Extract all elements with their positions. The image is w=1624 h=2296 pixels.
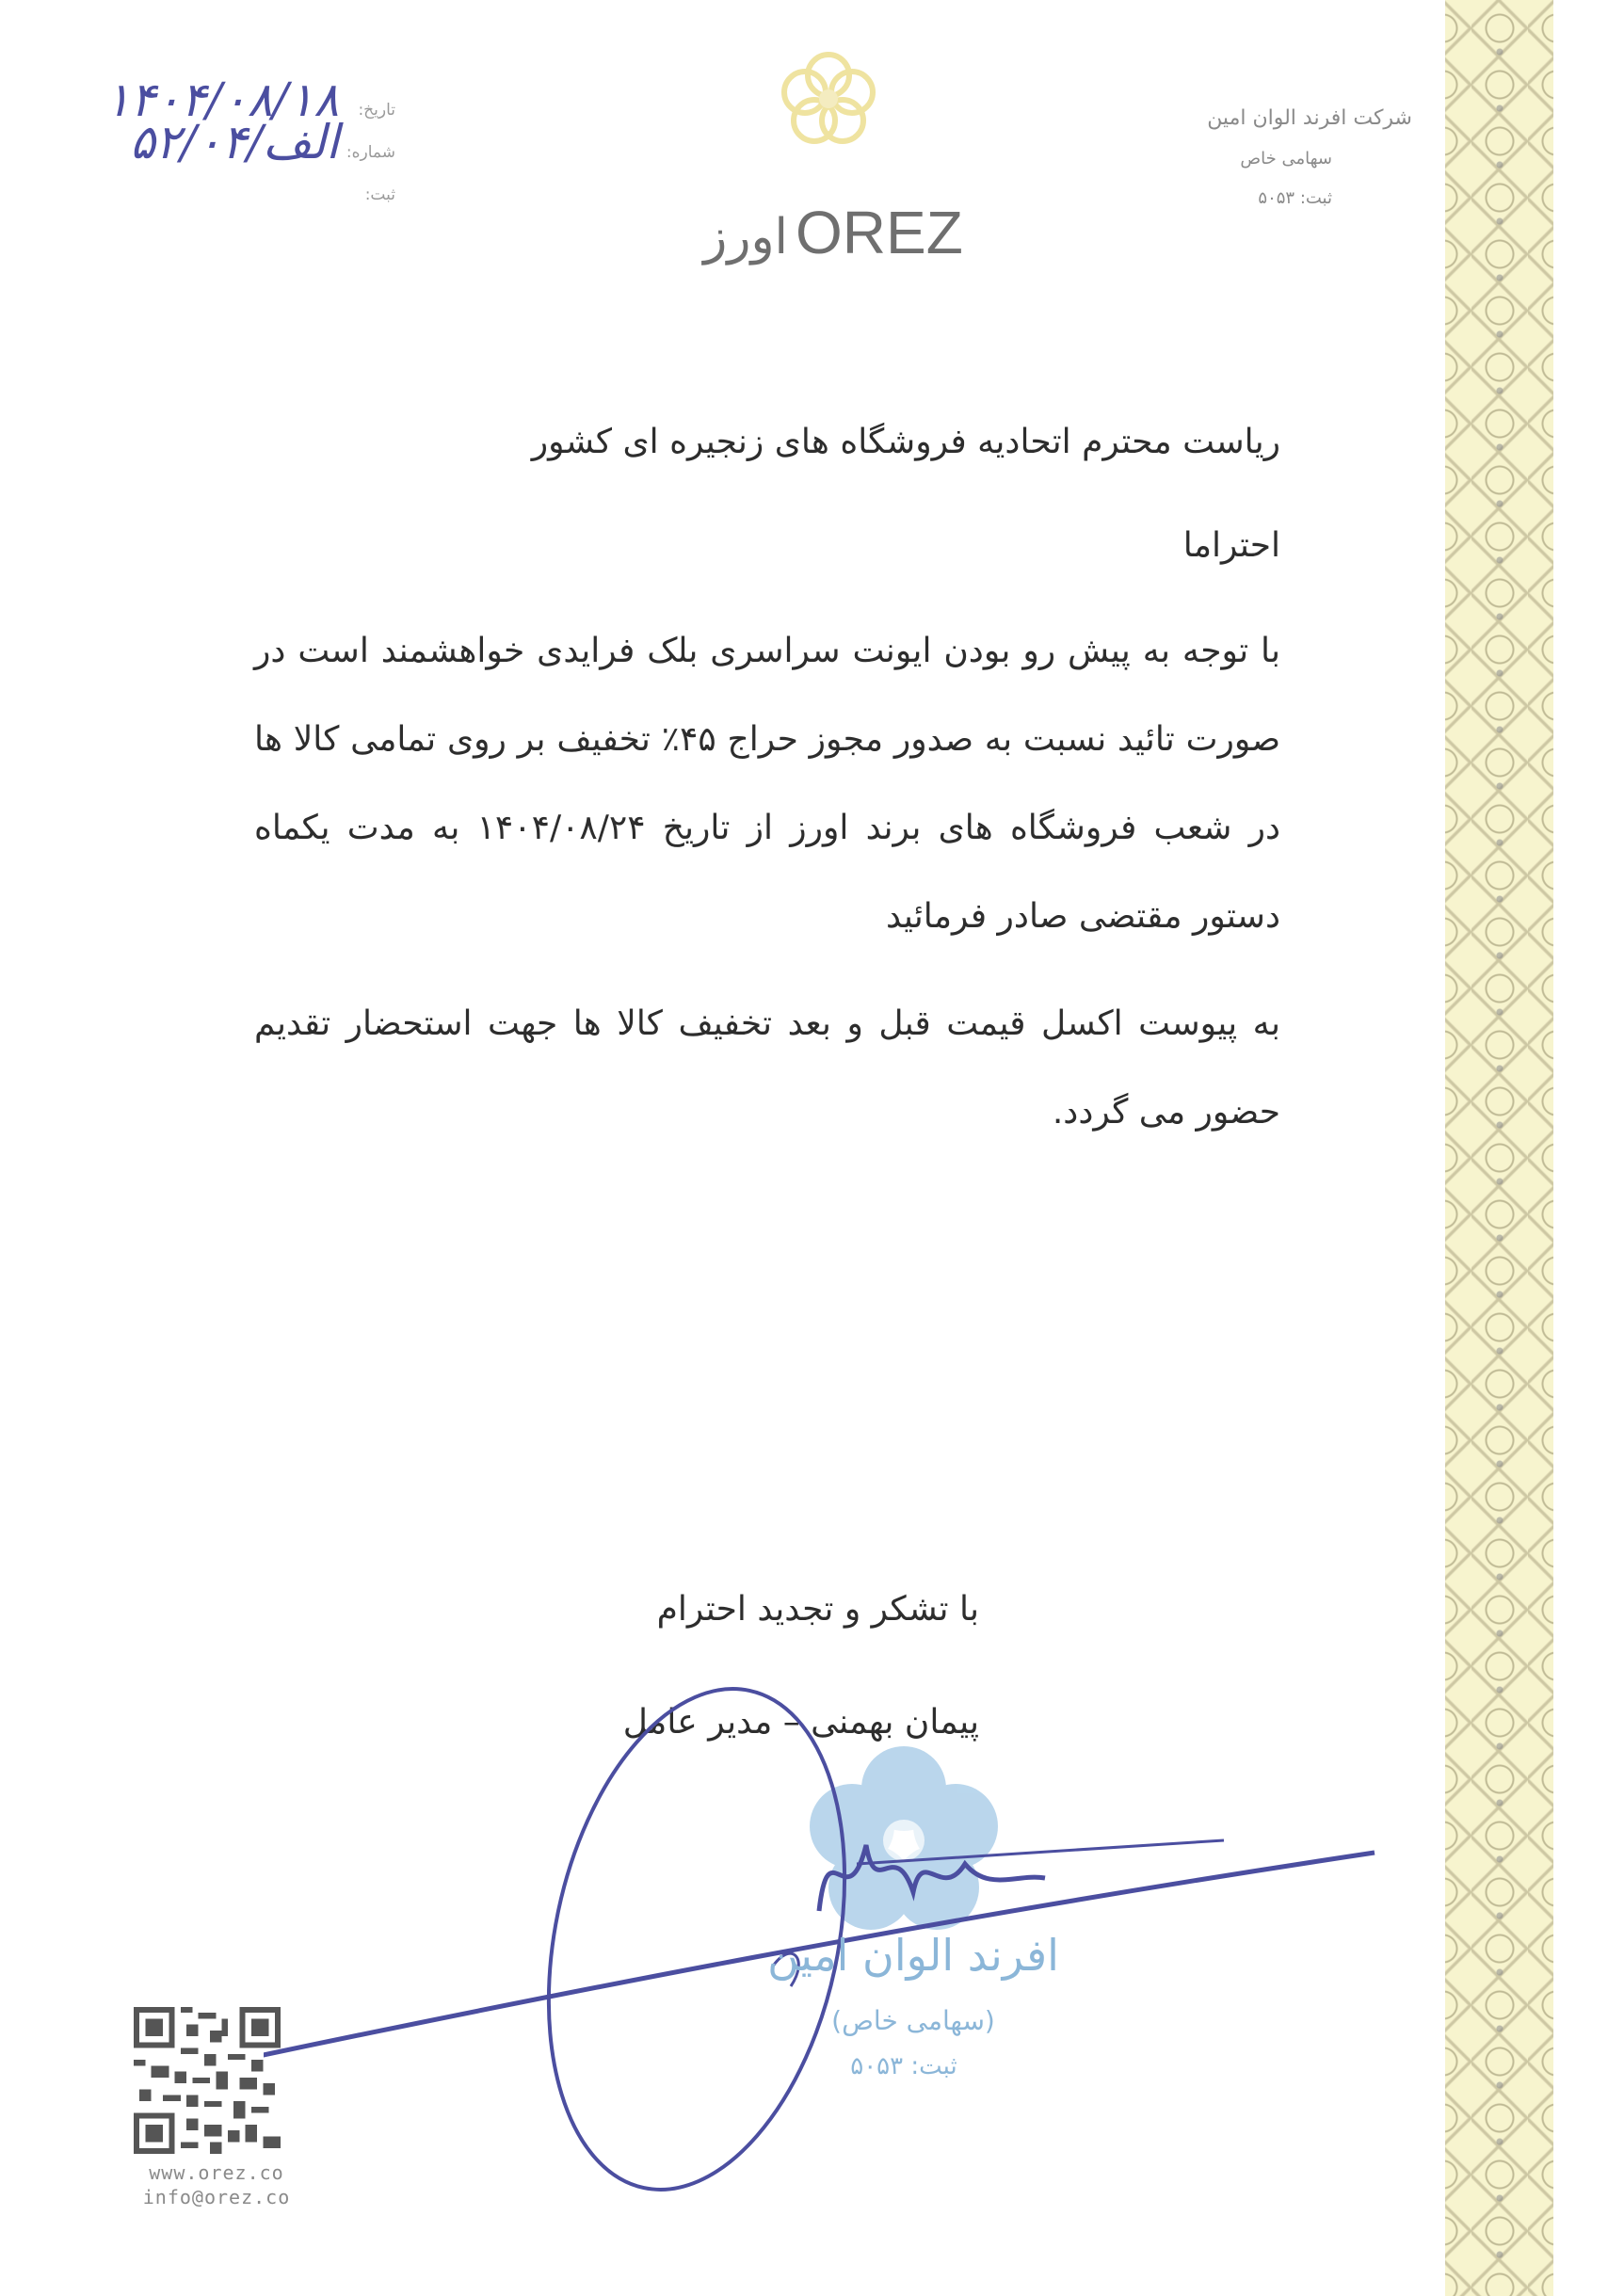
number-label: شماره: [346, 143, 395, 162]
company-registration: ثبت: ۵۰۵۳ [1258, 188, 1332, 208]
date-label: تاریخ: [358, 101, 395, 120]
letter-body [254, 419, 1280, 1157]
number-value: ۵۲/الف/۰۴ [129, 115, 339, 169]
addressee: ریاست محترم اتحادیه فروشگاه های زنجیره ای کشور [531, 423, 1280, 461]
company-type: سهامی خاص [1240, 149, 1332, 169]
company-info [1111, 104, 1412, 213]
decorative-border-dots [1453, 0, 1547, 2296]
paragraph-request: با توجه به پیش رو بودن ایونت سراسری بلک فرایدی خواهشمند است در صورت تائید نسبت به صدور مجوز حراج ۴۵٪ تخفیف بر روی تمامی کالا ها در شعب فروشگاه های برند اورز از تاریخ ۱۴۰۴/۰۸/۲۴ به مدت یکماه دستور مقتضی صادر فرمائید [254, 632, 1281, 936]
register-label: ثبت: [364, 185, 395, 204]
greeting: احتراما [1182, 526, 1280, 565]
signer-name: پیمان بهمنی – مدیر عامل [622, 1703, 979, 1742]
letter-meta [75, 72, 395, 240]
stamp-company-name: افرند الوان امین [767, 1930, 1059, 1981]
date-value: ۱۴۰۴/۰۸/۱۸ [105, 72, 339, 127]
website-link[interactable]: www.orez.co [149, 2161, 284, 2184]
closing: با تشکر و تجدید احترام [656, 1590, 979, 1629]
company-name: شرکت افرند الوان امین [1207, 106, 1412, 130]
company-logo [692, 47, 974, 266]
number-row [75, 115, 395, 169]
logo-flower-icon [777, 47, 880, 151]
qr-code-icon [134, 2007, 281, 2154]
register-row [75, 165, 395, 212]
email-link[interactable]: info@orez.co [142, 2186, 291, 2208]
paragraph-attachment: به پیوست اکسل قیمت قبل و بعد تخفیف کالا ها جهت استحضار تقدیم حضور می گردد. [254, 1004, 1280, 1132]
stamp-company-type: (سهامی خاص) [831, 2005, 995, 2036]
logo-wordmark [692, 199, 974, 267]
logo-text-latin: OREZ [796, 199, 963, 266]
stamp-registration: ثبت: ۵۰۵۳ [850, 2052, 957, 2080]
logo-text-persian: اورز [703, 210, 788, 265]
